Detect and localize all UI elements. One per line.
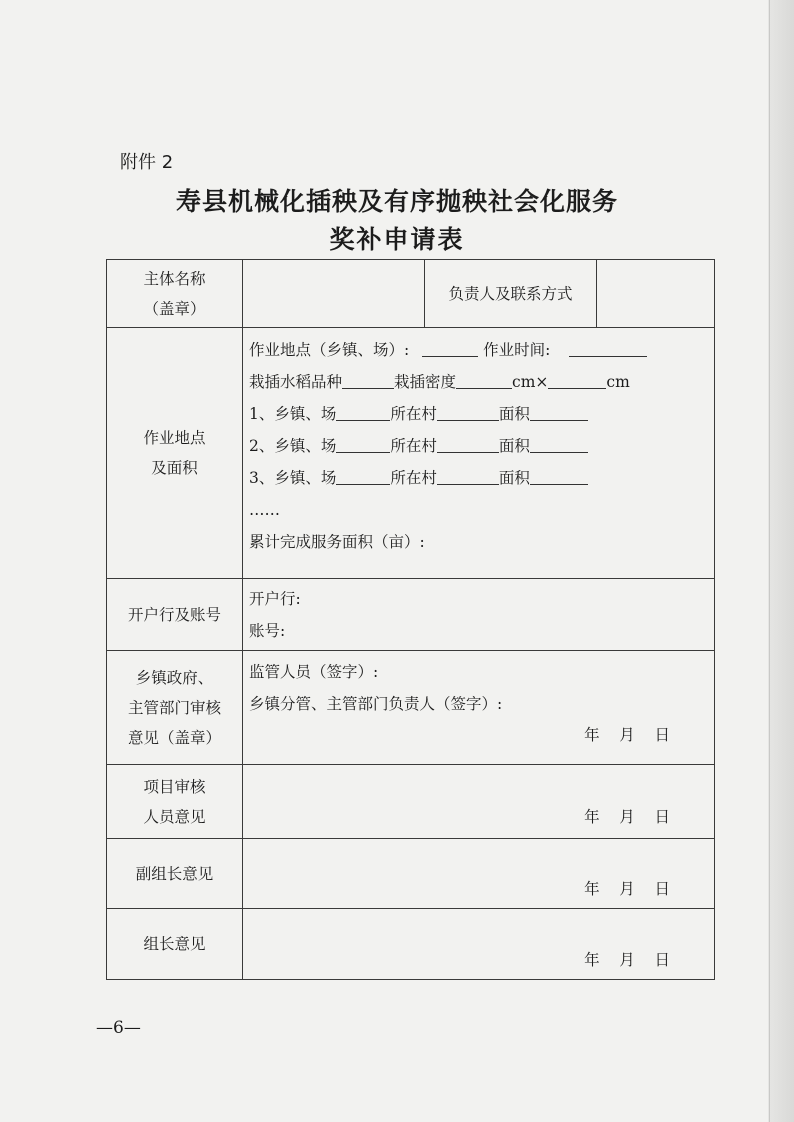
time-blank[interactable] [569,336,647,357]
variety-blank[interactable] [342,368,394,389]
density-blank-2[interactable] [548,368,606,389]
entry-index: 2、 [249,437,275,455]
leader-label: 组长意见 [107,909,243,980]
review-label-line1: 项目审核 [143,777,206,796]
entry-town-blank[interactable] [336,400,390,421]
contact-label: 负责人及联系方式 [425,260,597,328]
entry-town-label: 乡镇、场 [274,405,337,423]
entry-town-blank[interactable] [336,432,390,453]
entry-area-label: 面积 [498,405,530,423]
gov-label-line2: 主管部门审核 [127,698,221,717]
row-project-review [107,765,715,839]
ellipsis-line: …… [249,501,280,519]
row-deputy-leader [107,839,715,909]
bank-label: 开户行及账号 [107,579,243,651]
entity-label-line1: 主体名称 [143,269,206,288]
page-number: —6— [96,1018,141,1038]
row-leader [107,909,715,980]
form-title-line1: 寿县机械化插秧及有序抛秧社会化服务 [175,187,618,216]
review-label-line2: 人员意见 [143,807,206,826]
work-site-label-line1: 作业地点 [143,429,206,447]
site-entry-1 [243,398,714,430]
date-line: 年 月 日 [584,808,670,826]
gov-label-line1: 乡镇政府、 [135,668,214,687]
entry-village-label: 所在村 [390,405,437,423]
entry-area-label: 面积 [498,437,530,455]
application-form-table [106,259,715,980]
entry-village-label: 所在村 [390,469,437,487]
review-label-cell [107,765,243,839]
entry-area-blank[interactable] [530,432,588,453]
page-edge-line [769,0,770,1122]
row-work-site [107,328,715,579]
entry-area-label: 面积 [498,469,530,487]
supervisor-signature-line: 监管人员（签字）: [249,663,379,681]
entry-index: 1、 [249,405,275,423]
work-site-label-cell [107,328,243,579]
review-content[interactable] [243,765,715,839]
times-sign: × [535,373,549,391]
account-line: 账号: [249,622,286,640]
deputy-content[interactable] [243,839,715,909]
entry-village-blank[interactable] [437,464,499,485]
bank-content [243,579,715,651]
site-entry-3 [243,462,714,494]
cm-unit-1: cm [512,373,536,391]
variety-label: 栽插水稻品种 [249,373,343,391]
gov-label-line3: 意见（盖章） [127,728,221,747]
contact-field[interactable] [597,260,715,328]
site-label: 作业地点（乡镇、场）: [249,341,410,359]
entity-label-cell [107,260,243,328]
entity-name-field[interactable] [243,260,425,328]
bank-name-line: 开户行: [249,590,301,608]
cm-unit-2: cm [606,373,630,391]
leader-content[interactable] [243,909,715,980]
leader-signature-line: 乡镇分管、主管部门负责人（签字）: [249,695,503,713]
page-edge [768,0,794,1122]
entry-town-label: 乡镇、场 [274,469,337,487]
entry-town-label: 乡镇、场 [274,437,337,455]
form-title-line2: 奖补申请表 [329,225,465,254]
gov-content [243,651,715,765]
date-line: 年 月 日 [584,880,670,898]
entry-village-blank[interactable] [437,432,499,453]
entry-area-blank[interactable] [530,400,588,421]
total-area-line: 累计完成服务面积（亩）: [249,533,425,551]
deputy-label: 副组长意见 [107,839,243,909]
entry-index: 3、 [249,469,275,487]
time-label: 作业时间: [483,341,551,359]
work-site-label-line2: 及面积 [151,459,198,477]
entry-village-label: 所在村 [390,437,437,455]
date-line: 年 月 日 [584,951,670,969]
site-blank[interactable] [422,336,478,357]
row-gov-review [107,651,715,765]
row-entity-name [107,260,715,328]
row-bank [107,579,715,651]
density-blank-1[interactable] [456,368,512,389]
site-entry-2 [243,430,714,462]
gov-label-cell [107,651,243,765]
entity-label-line2: （盖章） [143,299,206,318]
entry-town-blank[interactable] [336,464,390,485]
entry-village-blank[interactable] [437,400,499,421]
work-site-content [243,328,715,579]
attachment-label: 附件 2 [120,152,174,173]
variety-density-line [243,366,714,398]
date-line: 年 月 日 [584,726,670,744]
entry-area-blank[interactable] [530,464,588,485]
site-time-line [243,334,714,366]
density-label: 栽插密度 [394,373,457,391]
